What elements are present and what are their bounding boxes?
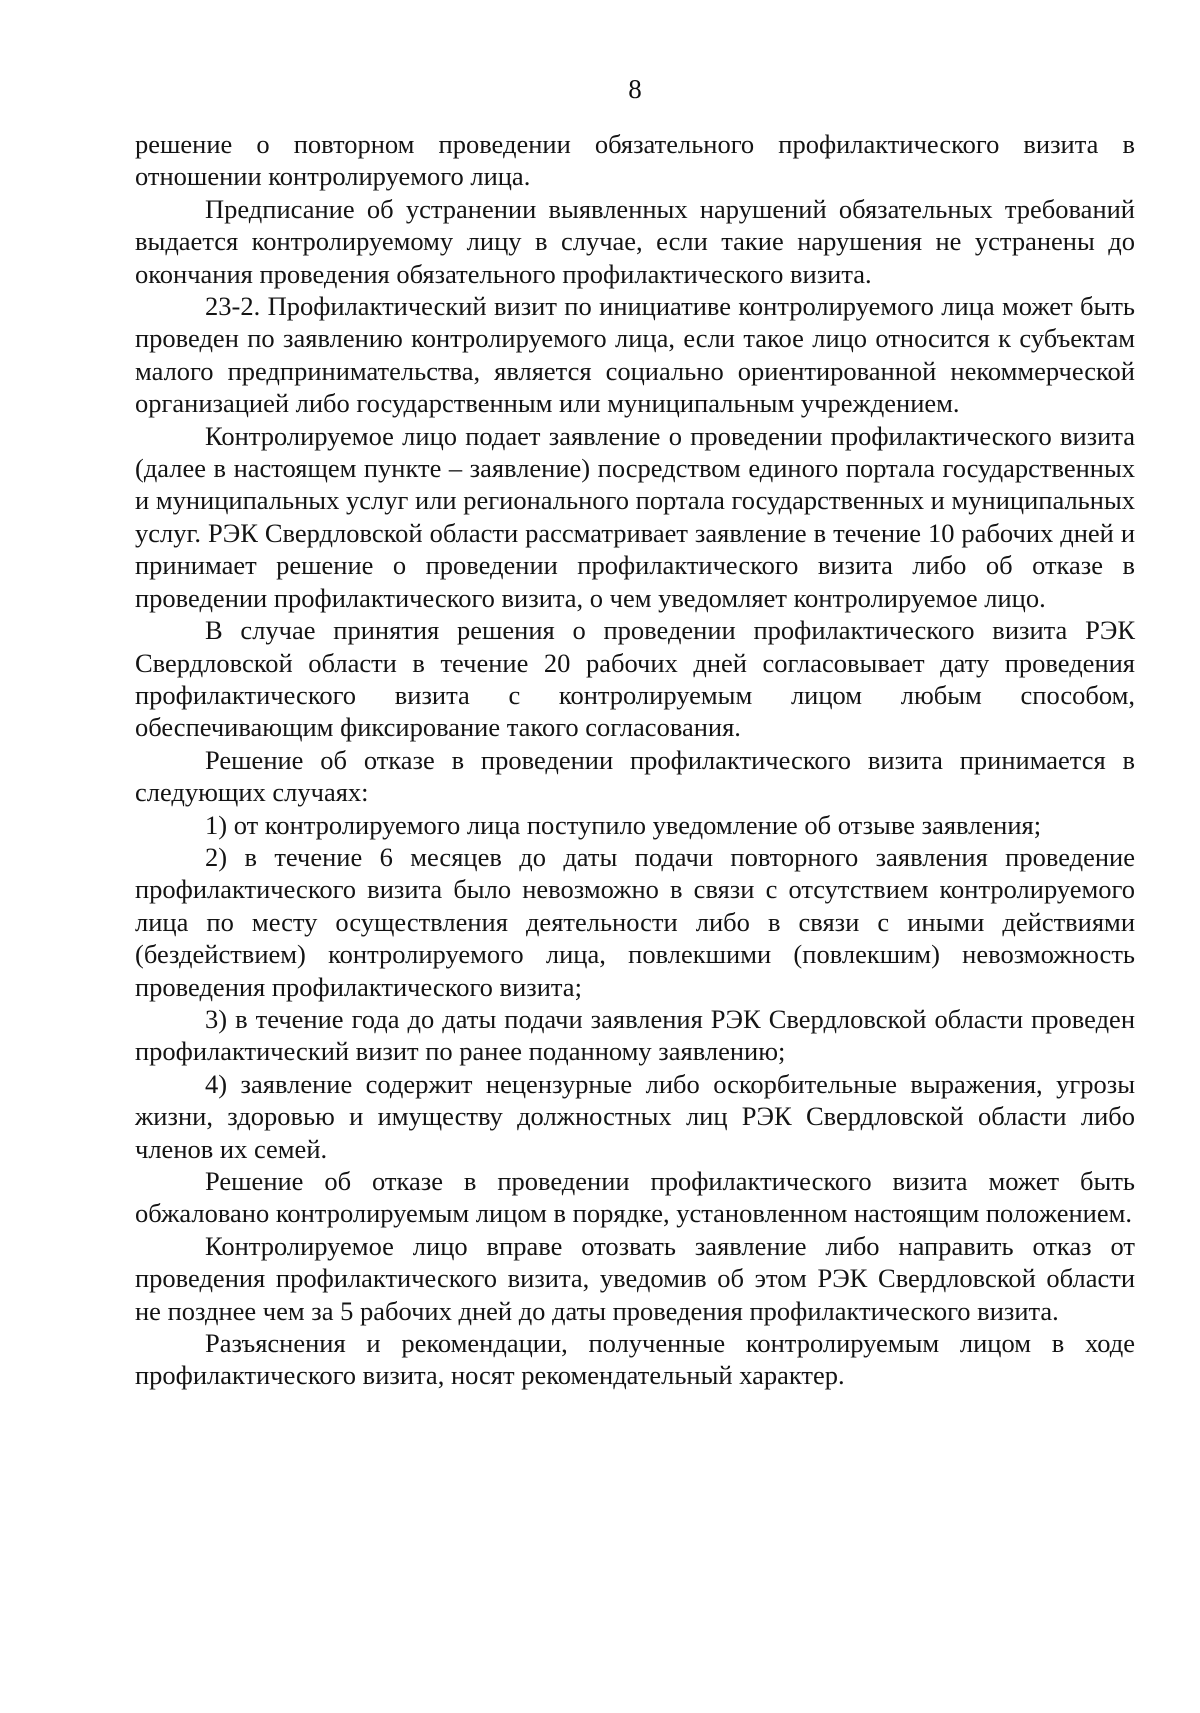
paragraph: Решение об отказе в проведении профилактического визита может быть обжаловано контролируемым лицом в порядке, установленном настоящим положением. [135,1166,1135,1229]
paragraph: 1) от контролируемого лица поступило уведомление об отзыве заявления; [205,809,1042,840]
page-number: 8 [628,74,642,104]
paragraph: 23-2. Профилактический визит по инициативе контролируемого лица может быть проведен по заявлению контролируемого лица, если такое лицо относится к субъектам малого предпринимательства, является социально ориентированной некоммерческой организацией либо государственным или муниципальным учреждением. [135,291,1135,419]
paragraph: Предписание об устранении выявленных нарушений обязательных требований выдается контролируемому лицу в случае, если такие нарушения не устранены до окончания проведения обязательного профилактического визита. [135,193,1135,289]
paragraph: Контролируемое лицо подает заявление о проведении профилактического визита (далее в настоящем пункте – заявление) посредством единого портала государственных и муниципальных услуг или регионального портала государственных и муниципальных услуг. РЭК Свердловской области рассматривает заявление в течение 10 рабочих дней и принимает решение о проведении профилактического визита либо об отказе в проведении профилактического визита, о чем уведомляет контролируемое лицо. [135,420,1135,613]
paragraph: 3) в течение года до даты подачи заявления РЭК Свердловской области проведен профилактический визит по ранее поданному заявлению; [135,1003,1135,1067]
document-body [135,128,1135,1392]
paragraph: Контролируемое лицо вправе отозвать заявление либо направить отказ от проведения профилактического визита, уведомив об этом РЭК Свердловской области не позднее чем за 5 рабочих дней до даты проведения профилактического визита. [135,1230,1135,1326]
paragraph: Разъяснения и рекомендации, полученные контролируемым лицом в ходе профилактического визита, носят рекомендательный характер. [135,1328,1135,1391]
paragraph: Решение об отказе в проведении профилактического визита принимается в следующих случаях: [135,744,1135,808]
paragraph: 2) в течение 6 месяцев до даты подачи повторного заявления проведение профилактического визита было невозможно в связи с отсутствием контролируемого лица по месту осуществления деятельности либо в связи с иными действиями (бездействием) контролируемого лица, повлекшими (повлекшим) невозможность проведения профилактического визита; [135,841,1135,1002]
paragraph: 4) заявление содержит нецензурные либо оскорбительные выражения, угрозы жизни, здоровью и имуществу должностных лиц РЭК Свердловской области либо членов их семей. [135,1068,1135,1164]
paragraph: решение о повторном проведении обязательного профилактического визита в отношении контролируемого лица. [135,129,1135,192]
paragraph: В случае принятия решения о проведении профилактического визита РЭК Свердловской области в течение 20 рабочих дней согласовывает дату проведения профилактического визита с контролируемым лицом любым способом, обеспечивающим фиксирование такого согласования. [135,615,1135,743]
